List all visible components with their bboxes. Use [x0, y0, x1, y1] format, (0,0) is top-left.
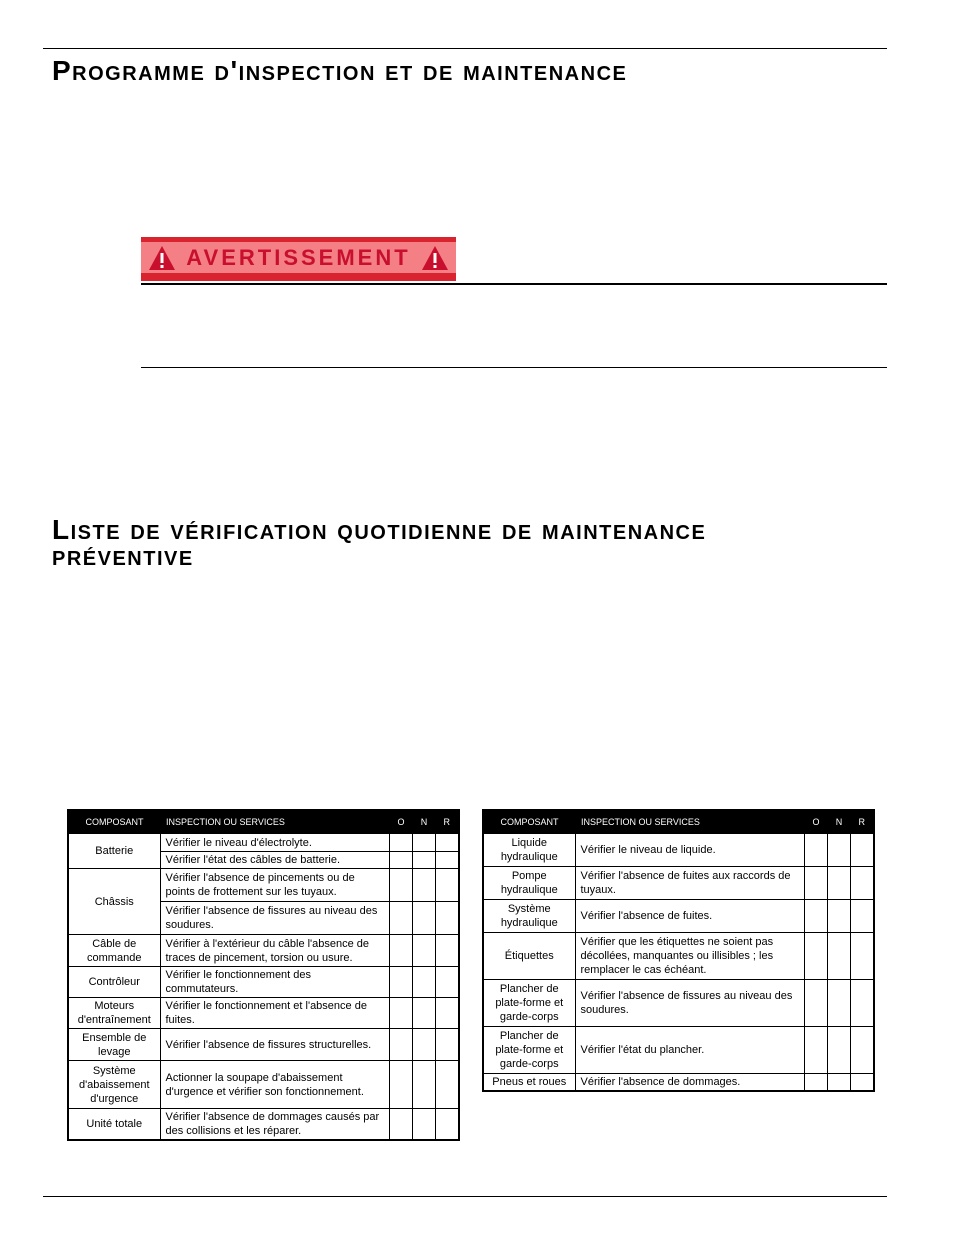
checkbox-n[interactable]	[828, 1074, 851, 1092]
checkbox-r[interactable]	[436, 1029, 460, 1061]
component-cell: Unité totale	[68, 1109, 160, 1141]
table-header-row	[68, 810, 459, 834]
checklist-table-right	[482, 809, 875, 1092]
header-component: COMPOSANT	[68, 810, 160, 834]
service-cell: Vérifier l'absence de pincements ou de points de frottement sur les tuyaux.	[160, 869, 390, 902]
warning-block	[141, 237, 887, 368]
table-row	[68, 1109, 459, 1141]
checkbox-r[interactable]	[851, 933, 875, 980]
component-cell: Plancher de plate-forme et garde-corps	[483, 980, 575, 1027]
checkbox-n[interactable]	[413, 834, 436, 852]
checkbox-r[interactable]	[436, 852, 460, 869]
header-n: N	[413, 810, 436, 834]
checkbox-o[interactable]	[390, 967, 413, 998]
checkbox-n[interactable]	[413, 967, 436, 998]
checkbox-o[interactable]	[805, 933, 828, 980]
table-row	[68, 998, 459, 1029]
service-cell: Vérifier que les étiquettes ne soient pas décollées, manquantes ou illisibles ; les remplacer le cas échéant.	[575, 933, 805, 980]
checkbox-n[interactable]	[413, 998, 436, 1029]
table-row	[483, 900, 874, 933]
section-title-checklist: Liste de vérification quotidienne de maintenance préventive	[52, 514, 707, 571]
checkbox-o[interactable]	[390, 1109, 413, 1141]
checklist-table-left	[67, 809, 460, 1141]
component-cell: Contrôleur	[68, 967, 160, 998]
component-cell: Ensemble de levage	[68, 1029, 160, 1061]
checkbox-o[interactable]	[805, 980, 828, 1027]
service-cell: Vérifier à l'extérieur du câble l'absence de traces de pincement, torsion ou usure.	[160, 935, 390, 967]
checkbox-n[interactable]	[413, 902, 436, 935]
table-row	[68, 1061, 459, 1109]
service-cell: Vérifier l'état du plancher.	[575, 1027, 805, 1074]
checkbox-n[interactable]	[413, 1029, 436, 1061]
table-row	[483, 1027, 874, 1074]
table-row	[483, 834, 874, 867]
service-cell: Vérifier l'état des câbles de batterie.	[160, 852, 390, 869]
table-row	[483, 867, 874, 900]
checkbox-n[interactable]	[413, 935, 436, 967]
service-cell: Vérifier le niveau de liquide.	[575, 834, 805, 867]
service-cell: Vérifier l'absence de fuites.	[575, 900, 805, 933]
header-r: R	[436, 810, 460, 834]
service-cell: Vérifier l'absence de fuites aux raccords de tuyaux.	[575, 867, 805, 900]
header-service: INSPECTION OU SERVICES	[575, 810, 805, 834]
checkbox-o[interactable]	[390, 998, 413, 1029]
service-cell: Vérifier le fonctionnement et l'absence de fuites.	[160, 998, 390, 1029]
checkbox-r[interactable]	[851, 1027, 875, 1074]
checkbox-r[interactable]	[851, 834, 875, 867]
service-cell: Vérifier l'absence de dommages causés par des collisions et les réparer.	[160, 1109, 390, 1141]
checkbox-o[interactable]	[805, 1027, 828, 1074]
warning-triangle-icon	[148, 245, 176, 271]
header-o: O	[805, 810, 828, 834]
header-o: O	[390, 810, 413, 834]
checkbox-r[interactable]	[851, 867, 875, 900]
component-cell: Moteurs d'entraînement	[68, 998, 160, 1029]
table-row	[483, 1074, 874, 1092]
table-row	[483, 980, 874, 1027]
checkbox-n[interactable]	[413, 1109, 436, 1141]
component-cell: Pneus et roues	[483, 1074, 575, 1092]
service-cell: Actionner la soupape d'abaissement d'urgence et vérifier son fonctionnement.	[160, 1061, 390, 1109]
checkbox-o[interactable]	[390, 834, 413, 852]
service-cell: Vérifier l'absence de fissures structurelles.	[160, 1029, 390, 1061]
component-cell: Étiquettes	[483, 933, 575, 980]
checkbox-n[interactable]	[828, 900, 851, 933]
table-header-row	[483, 810, 874, 834]
checkbox-n[interactable]	[828, 1027, 851, 1074]
table-row	[68, 834, 459, 852]
checkbox-o[interactable]	[390, 1029, 413, 1061]
table-row	[483, 933, 874, 980]
checkbox-r[interactable]	[851, 980, 875, 1027]
header-service: INSPECTION OU SERVICES	[160, 810, 390, 834]
component-cell: Câble de commande	[68, 935, 160, 967]
checkbox-o[interactable]	[390, 1061, 413, 1109]
checkbox-r[interactable]	[436, 834, 460, 852]
service-cell: Vérifier l'absence de fissures au niveau des soudures.	[160, 902, 390, 935]
component-cell: Plancher de plate-forme et garde-corps	[483, 1027, 575, 1074]
component-cell: Pompe hydraulique	[483, 867, 575, 900]
checkbox-r[interactable]	[436, 1109, 460, 1141]
header-r: R	[851, 810, 875, 834]
checkbox-n[interactable]	[828, 834, 851, 867]
table-row	[68, 1029, 459, 1061]
checkbox-r[interactable]	[851, 900, 875, 933]
checkbox-n[interactable]	[828, 980, 851, 1027]
checkbox-o[interactable]	[390, 869, 413, 902]
checkbox-r[interactable]	[436, 1061, 460, 1109]
warning-bottom-rule	[141, 367, 887, 368]
warning-label: AVERTISSEMENT	[186, 244, 411, 270]
bottom-rule	[43, 1196, 887, 1197]
header-component: COMPOSANT	[483, 810, 575, 834]
table-row	[68, 869, 459, 902]
component-cell: Système d'abaissement d'urgence	[68, 1061, 160, 1109]
table-row	[68, 935, 459, 967]
component-cell: Batterie	[68, 834, 160, 869]
checkbox-o[interactable]	[805, 900, 828, 933]
component-cell: Système hydraulique	[483, 900, 575, 933]
checkbox-r[interactable]	[436, 998, 460, 1029]
table-row	[68, 967, 459, 998]
checkbox-n[interactable]	[413, 852, 436, 869]
service-cell: Vérifier le niveau d'électrolyte.	[160, 834, 390, 852]
header-n: N	[828, 810, 851, 834]
checkbox-r[interactable]	[436, 902, 460, 935]
warning-badge	[141, 237, 456, 281]
checkbox-o[interactable]	[390, 902, 413, 935]
component-cell: Liquide hydraulique	[483, 834, 575, 867]
checkbox-o[interactable]	[805, 867, 828, 900]
service-cell: Vérifier l'absence de fissures au niveau des soudures.	[575, 980, 805, 1027]
service-cell: Vérifier l'absence de dommages.	[575, 1074, 805, 1092]
checkbox-r[interactable]	[436, 935, 460, 967]
checkbox-n[interactable]	[828, 933, 851, 980]
checkbox-n[interactable]	[413, 1061, 436, 1109]
checkbox-n[interactable]	[828, 867, 851, 900]
checkbox-n[interactable]	[413, 869, 436, 902]
section-title-inspection: Programme d'inspection et de maintenance	[52, 55, 628, 86]
checkbox-r[interactable]	[436, 967, 460, 998]
checkbox-r[interactable]	[851, 1074, 875, 1092]
service-cell: Vérifier le fonctionnement des commutateurs.	[160, 967, 390, 998]
warning-top-rule	[141, 283, 887, 285]
warning-triangle-icon	[421, 245, 449, 271]
checkbox-r[interactable]	[436, 869, 460, 902]
top-rule	[43, 48, 887, 49]
checkbox-o[interactable]	[805, 834, 828, 867]
checkbox-o[interactable]	[805, 1074, 828, 1092]
component-cell: Châssis	[68, 869, 160, 935]
checkbox-o[interactable]	[390, 852, 413, 869]
checkbox-o[interactable]	[390, 935, 413, 967]
